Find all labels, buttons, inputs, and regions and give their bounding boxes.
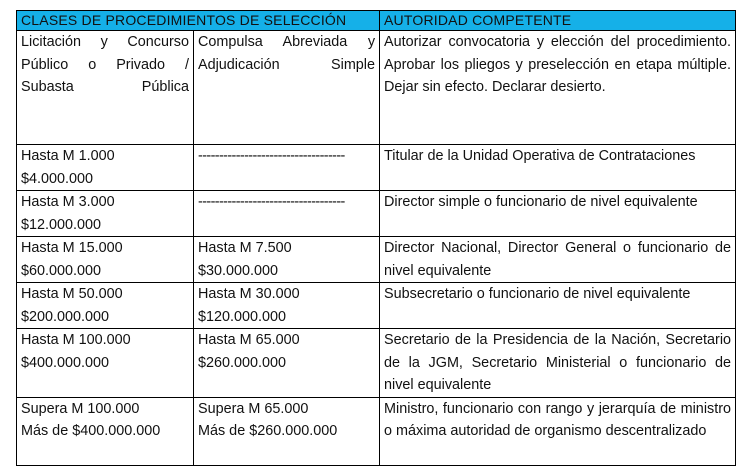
abbreviated-threshold-cell [194, 329, 380, 398]
threshold-cell [17, 397, 194, 465]
header-procedure-classes: CLASES DE PROCEDIMIENTOS DE SELECCIÓN [17, 11, 380, 31]
table-row [17, 191, 736, 237]
threshold-modules: Hasta M 1.000 [21, 148, 115, 164]
abbreviated-amount: $120.000.000 [198, 308, 287, 325]
threshold-modules: Supera M 100.000 [21, 400, 140, 417]
table-row [17, 329, 736, 398]
threshold-cell [17, 191, 194, 237]
abbreviated-amount: Más de $260.000.000 [198, 423, 338, 439]
subheader-tender-procedures: Licitación y Concurso Público o Privado / Subasta Pública [17, 31, 194, 145]
threshold-cell [17, 237, 194, 283]
threshold-cell [17, 283, 194, 329]
authority-cell: Director simple o funcionario de nivel equivalente [380, 191, 736, 237]
abbreviated-modules: Supera M 65.000 [198, 400, 309, 417]
subheader-authorizations: Autorizar convocatoria y elección del procedimiento. Aprobar los pliegos y preselección en etapa múltiple. Dejar sin efecto. Declarar desierto. [380, 31, 736, 145]
subheader-abbreviated-procedures: Compulsa Abreviada y Adjudicación Simple [194, 31, 380, 145]
abbreviated-threshold-cell [194, 397, 380, 465]
abbreviated-amount [198, 168, 375, 191]
table-header-row [17, 11, 736, 31]
abbreviated-modules: Hasta M 65.000 [198, 332, 300, 348]
threshold-modules: Hasta M 3.000 [21, 194, 115, 210]
authority-cell: Titular de la Unidad Operativa de Contrataciones [380, 145, 736, 191]
abbreviated-amount [198, 214, 375, 237]
threshold-cell [17, 329, 194, 398]
abbreviated-modules: Hasta M 7.500 [198, 240, 292, 256]
threshold-amount: $200.000.000 [21, 308, 110, 325]
table-row [17, 237, 736, 283]
threshold-modules: Hasta M 100.000 [21, 332, 131, 348]
table-row [17, 283, 736, 329]
threshold-modules: Hasta M 15.000 [21, 240, 123, 256]
subheader-row [17, 31, 736, 145]
abbreviated-threshold-cell [194, 237, 380, 283]
authority-cell: Ministro, funcionario con rango y jerarquía de ministro o máxima autoridad de organismo descentralizado [380, 397, 736, 465]
threshold-cell [17, 145, 194, 191]
abbreviated-threshold-cell [194, 191, 380, 237]
header-competent-authority: AUTORIDAD COMPETENTE [380, 11, 736, 31]
abbreviated-amount: $260.000.000 [198, 354, 287, 371]
table-row [17, 397, 736, 465]
abbreviated-amount: $30.000.000 [198, 262, 279, 279]
table-row [17, 145, 736, 191]
threshold-modules: Hasta M 50.000 [21, 286, 123, 302]
abbreviated-threshold-cell [194, 145, 380, 191]
not-applicable-dashes: ----------------------------------- [198, 194, 345, 210]
threshold-amount: $60.000.000 [21, 262, 102, 279]
threshold-amount: Más de $400.000.000 [21, 423, 161, 439]
abbreviated-threshold-cell [194, 283, 380, 329]
threshold-amount: $4.000.000 [21, 170, 94, 187]
authority-cell: Secretario de la Presidencia de la Nación, Secretario de la JGM, Secretario Ministerial o funcionario de nivel equivalente [380, 329, 736, 398]
threshold-amount: $400.000.000 [21, 354, 110, 371]
authority-cell: Subsecretario o funcionario de nivel equivalente [380, 283, 736, 329]
selection-procedures-table [16, 10, 736, 466]
threshold-amount: $12.000.000 [21, 216, 102, 233]
not-applicable-dashes: ----------------------------------- [198, 148, 345, 164]
abbreviated-modules: Hasta M 30.000 [198, 286, 300, 302]
authority-cell: Director Nacional, Director General o funcionario de nivel equivalente [380, 237, 736, 283]
